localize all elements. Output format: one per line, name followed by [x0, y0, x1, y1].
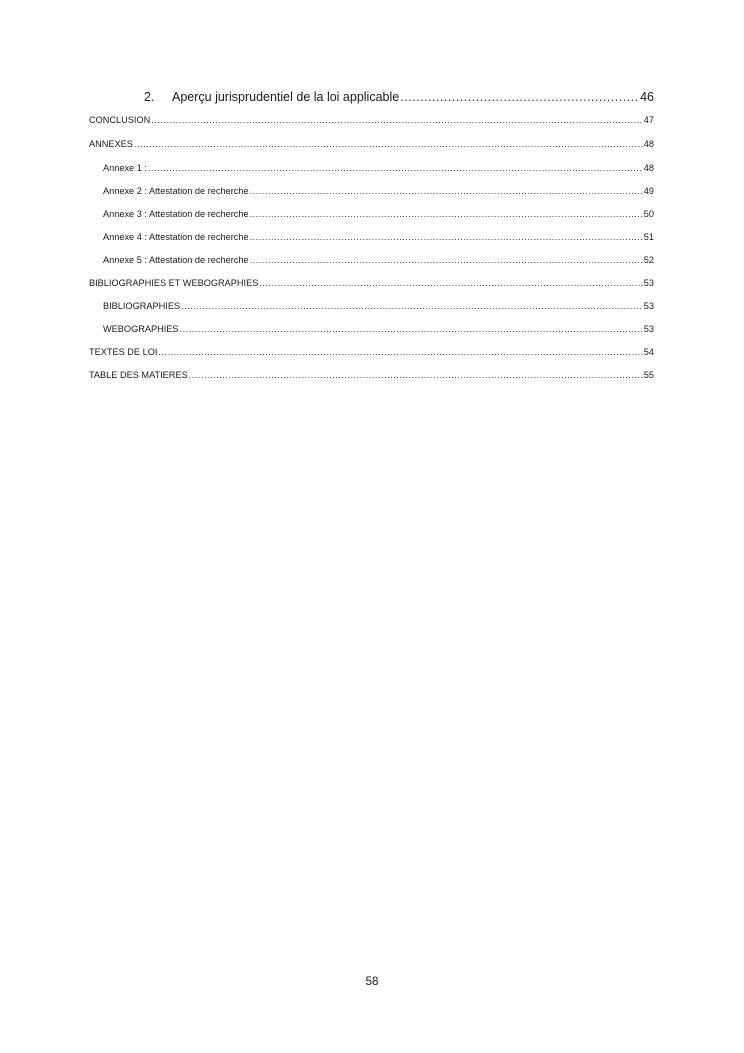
toc-entry-label: Annexe 2 : Attestation de recherche [103, 186, 249, 196]
toc-dot-leader [181, 300, 643, 312]
toc-entry-annexe-1[interactable] [103, 162, 654, 174]
toc-entry-page: 54 [643, 347, 654, 357]
toc-entry-page: 53 [643, 324, 654, 334]
toc-dot-leader [250, 231, 643, 243]
toc-dot-leader [151, 114, 643, 126]
toc-entry-label: Annexe 1 : [103, 163, 147, 173]
toc-dot-leader [250, 254, 643, 266]
toc-entry-label: CONCLUSION [89, 115, 151, 125]
toc-dot-leader [180, 323, 643, 335]
toc-entry-label: Annexe 5 : Attestation de recherche [103, 255, 249, 265]
toc-entry-page: 50 [643, 209, 654, 219]
toc-entry-page: 53 [643, 301, 654, 311]
toc-entry-annexe-3[interactable] [103, 208, 654, 220]
toc-entry-apercu-jurisprudentiel[interactable] [144, 90, 654, 105]
toc-entry-label: TABLE DES MATIERES [89, 370, 188, 380]
toc-entry-annexe-5[interactable] [103, 254, 654, 266]
toc-entry-textes-de-loi[interactable] [89, 346, 654, 358]
toc-entry-label: BIBLIOGRAPHIES [103, 301, 181, 311]
toc-dot-leader [158, 346, 642, 358]
toc-entry-webographies[interactable] [103, 323, 654, 335]
toc-entry-page: 46 [640, 90, 654, 104]
toc-entry-bibliographies-et-webographies[interactable] [89, 277, 654, 289]
toc-entry-page: 47 [643, 115, 654, 125]
toc-entry-page: 51 [643, 232, 654, 242]
toc-dot-leader [134, 138, 643, 150]
toc-dot-leader [250, 208, 643, 220]
toc-entry-label: WEBOGRAPHIES [103, 324, 179, 334]
toc-entry-label: Aperçu jurisprudentiel de la loi applicable [172, 90, 400, 104]
toc-dot-leader [259, 277, 642, 289]
toc-dot-leader [400, 90, 639, 105]
toc-entry-table-des-matieres[interactable] [89, 369, 654, 381]
toc-dot-leader [189, 369, 643, 381]
toc-entry-label: ANNEXES [89, 139, 133, 149]
toc-entry-label: BIBLIOGRAPHIES ET WEBOGRAPHIES [89, 278, 259, 288]
toc-entry-page: 48 [643, 163, 654, 173]
toc-entry-bibliographies[interactable] [103, 300, 654, 312]
toc-entry-label: Annexe 3 : Attestation de recherche [103, 209, 249, 219]
page-number: 58 [365, 976, 379, 988]
toc-entry-page: 52 [643, 255, 654, 265]
toc-dot-leader [250, 185, 643, 197]
toc-entry-label: Annexe 4 : Attestation de recherche [103, 232, 249, 242]
toc-entry-label: TEXTES DE LOI [89, 347, 158, 357]
toc-entry-conclusion[interactable] [89, 114, 654, 126]
toc-entry-page: 55 [643, 370, 654, 380]
toc-entry-page: 53 [643, 278, 654, 288]
toc-entry-annexes[interactable] [89, 138, 654, 150]
toc-entry-number: 2. [144, 90, 155, 104]
toc-entry-page: 49 [643, 186, 654, 196]
toc-entry-annexe-2[interactable] [103, 185, 654, 197]
toc-entry-page: 48 [643, 139, 654, 149]
toc-entry-annexe-4[interactable] [103, 231, 654, 243]
toc-dot-leader [148, 162, 643, 174]
